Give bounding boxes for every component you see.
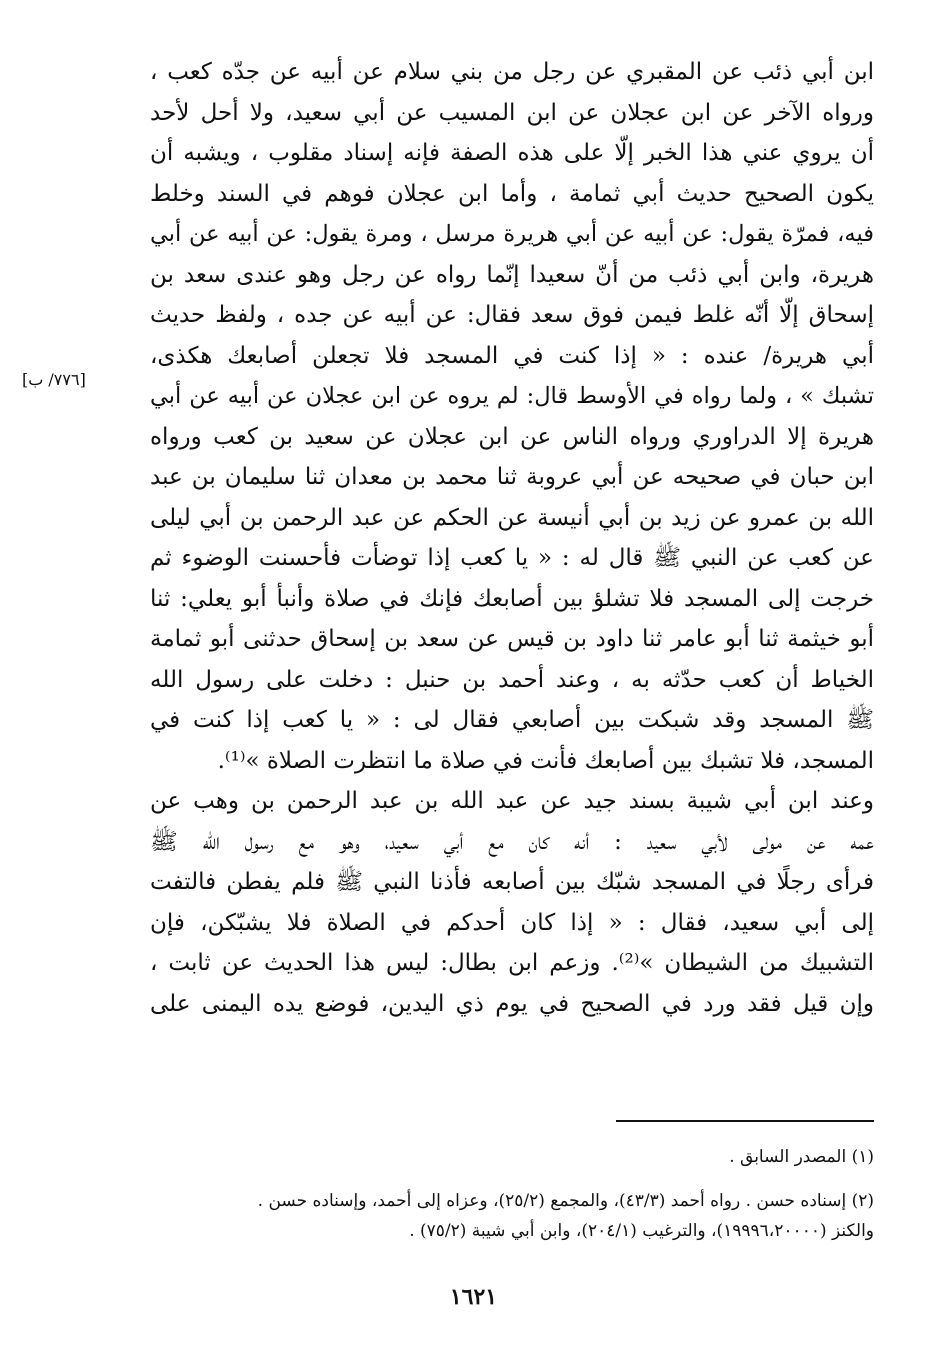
text-line: ابن حبان في صحيحه عن أبي عروبة ثنا محمد بن معدان ثنا سليمان بن عبد [150, 464, 874, 490]
text-line: الخياط أن كعب حدّثه به ، وعند أحمد بن حنبل : دخلت على رسول الله [150, 666, 874, 693]
text-line: عمه عن مولى لأبي سعيد : أنه كان مع أبي سعيد، وهو مع رسول الله ﷺ [150, 828, 874, 855]
text-line: إسحاق إلّا أنّه غلط فيمن فوق سعد فقال: عن أبيه عن جده ، ولفظ حديث [150, 302, 874, 328]
text-line: خرجت إلى المسجد فلا تشلؤ بين أصابعك فإنك في صلاة وأنبأ أبو يعلي: ثنا [150, 585, 874, 612]
text-line: المسجد، فلا تشبك بين أصابعك فأنت في صلاة ما انتظرت الصلاة »⁽¹⁾. [217, 747, 874, 774]
text-line: تشبك » ، ولما رواه في الأوسط قال: لم يروه عن ابن عجلان عن أبيه عن أبي [150, 383, 874, 409]
text-line: أن يروي عني هذا الخبر إلّا على هذه الصفة فإنه إسناد مقلوب ، ويشبه أن [150, 140, 874, 166]
text-line: فيه، فمرّة يقول: عن أبيه عن أبي هريرة مرسل ، ومرة يقول: عن أبيه عن أبي [150, 221, 874, 247]
main-text-block [150, 52, 874, 1024]
manuscript-folio-marker: [٧٧٦/ ب] [22, 370, 86, 389]
text-line: أبو خيثمة ثنا أبو عامر ثنا داود بن قيس عن سعد بن إسحاق حدثنى أبو ثمامة [150, 626, 874, 652]
text-line: وإن قيل فقد ورد في الصحيح في يوم ذي اليدين، فوضع يده اليمنى على [150, 990, 874, 1017]
text-line: التشبيك من الشيطان »⁽²⁾. وزعم ابن بطال: ليس هذا الحديث عن ثابت ، [150, 950, 874, 976]
footnote-divider [616, 1120, 874, 1122]
text-line: هريرة، وابن أبي ذئب من أنّ سعيدا إنّما رواه عن رجل وهو عندى سعد بن [150, 261, 874, 288]
text-line: هريرة إلا الدراوري ورواه الناس عن ابن عجلان عن سعيد بن كعب ورواه [150, 423, 874, 450]
text-line: يكون الصحيح حديث أبي ثمامة ، وأما ابن عجلان فوهم في السند وخلط [150, 180, 874, 207]
footnote-continuation: والكنز (١٩٩٩٦،٢٠٠٠٠)، والترغيب (٢٠٤/١)، وابن أبي شيبة (٧٥/٢) . [409, 1221, 874, 1241]
footnote: (١) المصدر السابق . [729, 1147, 874, 1167]
footnotes-block [150, 1142, 874, 1246]
footnote: (٢) إسناده حسن . رواه أحمد (٤٣/٣)، والمجمع (٢٥/٢)، وعزاه إلى أحمد، وإسناده حسن . [257, 1191, 874, 1211]
text-line: وعند ابن أبي شيبة بسند جيد عن عبد الله بن عبد الرحمن بن وهب عن [150, 788, 874, 814]
text-line: فرأى رجلًا في المسجد شبّك بين أصابعه فأذنا النبي ﷺ فلم يفطن فالتفت [150, 869, 874, 895]
text-line: ﷺ المسجد وقد شبكت بين أصابعي فقال لى : « يا كعب إذا كنت في [150, 707, 874, 733]
text-line: الله بن عمرو عن زيد بن أبي أنيسة عن الحكم عن عبد الرحمن بن أبي ليلى [150, 504, 874, 531]
text-line: إلى أبي سعيد، فقال : « إذا كان أحدكم في الصلاة فلا يشبّكن، فإن [150, 909, 874, 936]
text-line: ورواه الآخر عن ابن عجلان عن ابن المسيب عن أبي سعيد، ولا أحل لأحد [150, 99, 874, 126]
text-line: ابن أبي ذئب عن المقبري عن رجل من بني سلام عن أبيه عن جدّه كعب ، [150, 59, 874, 85]
page-number: ١٦٢١ [449, 1284, 498, 1310]
text-line: أبي هريرة/ عنده : « إذا كنت في المسجد فلا تجعلن أصابعك هكذى، [150, 342, 874, 369]
text-line: عن كعب عن النبي ﷺ قال له : « يا كعب إذا توضأت فأحسنت الوضوء ثم [150, 545, 874, 571]
